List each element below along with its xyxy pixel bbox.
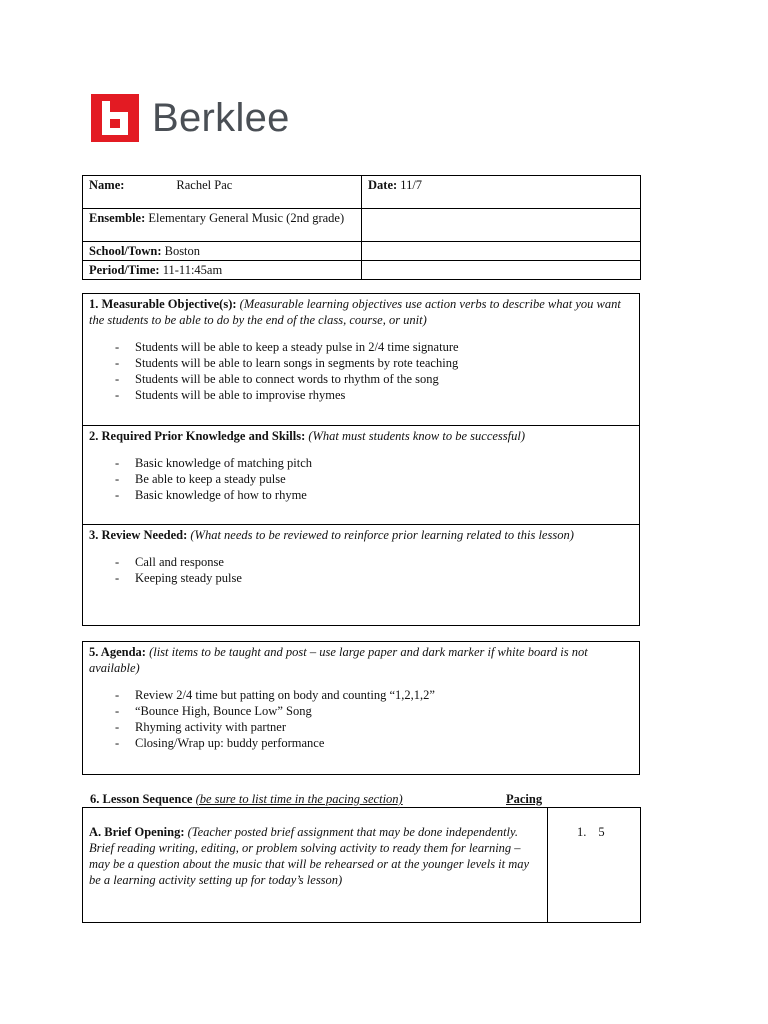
date-label: Date: <box>368 178 398 192</box>
pacing-label: Pacing <box>506 792 543 806</box>
list-item: - Basic knowledge of how to rhyme <box>89 487 633 503</box>
lesson-sequence-title: 6. Lesson Sequence <box>90 792 193 806</box>
list-item: - Review 2/4 time but patting on body and counting “1,2,1,2” <box>89 687 633 703</box>
objectives-title: 1. Measurable Objective(s): <box>89 297 237 311</box>
lesson-sequence-heading <box>90 791 640 807</box>
agenda-box <box>82 641 640 775</box>
review-list <box>89 554 633 586</box>
lesson-sequence-instructions: (be sure to list time in the pacing section) <box>195 792 403 806</box>
date-value: 11/7 <box>400 178 423 192</box>
school-label: School/Town: <box>89 244 162 258</box>
empty-cell <box>362 242 641 261</box>
brief-opening-cell <box>83 808 548 923</box>
period-label: Period/Time: <box>89 263 160 277</box>
prior-knowledge-title: 2. Required Prior Knowledge and Skills: <box>89 429 306 443</box>
lesson-info-table <box>82 175 641 280</box>
list-item: - Students will be able to improvise rhymes <box>89 387 633 403</box>
lesson-sequence-table <box>82 807 641 923</box>
pacing-number: 1. <box>577 825 587 839</box>
brief-opening-text: (Teacher posted brief assignment that may be done independently. Brief reading writing, editing, or problem solving activity to ready them for learning – may be a question about the music that will be rehearsed or at the younger levels it may be a learning activity setting up for today’s lesson) <box>89 825 530 887</box>
brief-opening-label: A. Brief Opening: <box>89 825 185 839</box>
list-item: - Basic knowledge of matching pitch <box>89 455 633 471</box>
school-value: Boston <box>164 244 201 258</box>
list-item: - Closing/Wrap up: buddy performance <box>89 735 633 751</box>
ensemble-value: Elementary General Music (2nd grade) <box>148 211 345 225</box>
ensemble-cell <box>83 209 362 242</box>
brand-name: Berklee <box>152 96 290 140</box>
period-cell <box>83 261 362 280</box>
list-item: - Students will be able to keep a steady pulse in 2/4 time signature <box>89 339 633 355</box>
objectives-instructions: (Measurable learning objectives use action verbs to describe what you want the students to be able to do by the end of the class, course, or unit) <box>89 297 621 327</box>
pacing-value: 5 <box>598 825 605 839</box>
date-cell <box>362 176 641 209</box>
objectives-box <box>82 293 640 626</box>
review-instructions: (What needs to be reviewed to reinforce prior learning related to this lesson) <box>190 528 574 542</box>
agenda-instructions: (list items to be taught and post – use large paper and dark marker if white board is not available) <box>89 645 588 675</box>
prior-knowledge-section <box>83 425 639 524</box>
prior-knowledge-list <box>89 455 633 503</box>
agenda-title: 5. Agenda: <box>89 645 146 659</box>
agenda-section <box>83 642 639 751</box>
list-item: - Students will be able to learn songs in segments by rote teaching <box>89 355 633 371</box>
prior-knowledge-instructions: (What must students know to be successful) <box>308 429 525 443</box>
review-title: 3. Review Needed: <box>89 528 188 542</box>
list-item: - Call and response <box>89 554 633 570</box>
objectives-list <box>89 339 633 403</box>
list-item: - Students will be able to connect words to rhythm of the song <box>89 371 633 387</box>
berklee-logo <box>91 94 290 142</box>
empty-cell <box>362 261 641 280</box>
agenda-list <box>89 687 633 751</box>
review-section <box>83 524 639 586</box>
list-item: - Rhyming activity with partner <box>89 719 633 735</box>
list-item: - Be able to keep a steady pulse <box>89 471 633 487</box>
period-value: 11-11:45am <box>162 263 223 277</box>
berklee-logo-mark <box>91 94 139 142</box>
list-item: - “Bounce High, Bounce Low” Song <box>89 703 633 719</box>
school-cell <box>83 242 362 261</box>
pacing-cell <box>548 808 641 923</box>
empty-cell <box>362 209 641 242</box>
ensemble-label: Ensemble: <box>89 211 146 225</box>
list-item: - Keeping steady pulse <box>89 570 633 586</box>
name-value: Rachel Pac <box>176 178 233 192</box>
name-cell <box>83 176 362 209</box>
objectives-section <box>83 294 639 425</box>
name-label: Name: <box>89 178 125 192</box>
